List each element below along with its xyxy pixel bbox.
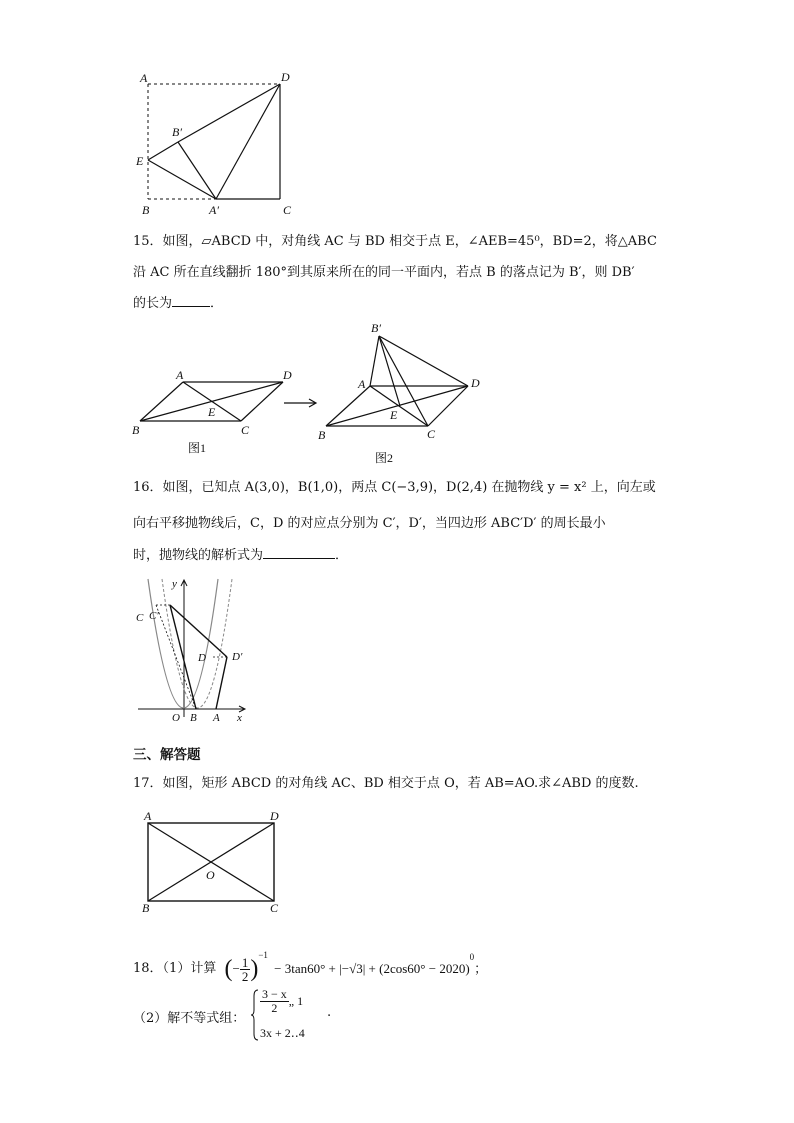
q16-line1 [133,477,656,499]
fig2-label-c: C [427,427,436,441]
fig14-line-eb [148,142,178,160]
q16-label-d: D [198,652,206,664]
fig14-line-ba [178,142,216,199]
q15-text-line1: 如图，▱ABCD 中，对角线 AC 与 BD 相交于点 E，∠AEB=45⁰，BD=2，将△ABC [162,234,657,249]
fig14-label-c: C [283,203,292,217]
q16-seg-b-cprime [170,605,196,709]
fig14-line-ea [148,160,216,199]
q18-part2-suffix: . [327,1005,332,1020]
q16-seg-cprime-dprime [170,605,227,657]
q18-part1-prefix: 18．（1）计算 [133,961,217,976]
fig14-label-b: B [142,203,150,217]
q16-line3 [133,545,348,567]
q18-part1-rest: − 3tan60° + |−√3| + (2cos60° − 2020) [274,961,470,977]
q15-number: 15． [133,234,163,249]
q18-ineq1-rel: „ 1 [288,994,304,1008]
q16-label-y: y [172,578,177,590]
fig1-label-b: B [132,423,140,437]
q16-line3-suffix: ． [335,548,349,563]
q16-number: 16． [133,480,163,495]
q16-graph [132,575,252,725]
q16-label-a: A [213,712,220,724]
section-title-answers: 三、解答题 [133,747,201,763]
q18-ineq1-den: 2 [271,1001,278,1015]
q15-line3-prefix: 的长为 [133,296,173,311]
fig1-label-e: E [208,405,216,419]
q17-label-c: C [270,901,279,915]
q18-part1 [133,940,487,984]
q16-line3-prefix: 时，抛物线的解析式为 [133,548,264,563]
q18-exp-neg1: −1 [258,950,268,960]
q17-label-o: O [206,868,215,882]
q16-label-o: O [172,712,180,724]
q15-line1 [133,231,657,253]
q18-neg-sign: − [232,961,240,977]
fig14-line-da [216,84,280,199]
q16-label-c: C [136,612,144,624]
fig1-label-a: A [176,368,184,382]
fig14-line-db [178,84,280,142]
q18-part2 [133,1008,245,1030]
q15-figures [128,318,498,468]
fig2-line-bprime-a [370,336,379,386]
fig2-label-a: A [358,377,366,391]
fig2-label-d: D [471,376,480,390]
q18-part1-suffix: ； [474,961,488,977]
q18-part2-prefix: （2）解不等式组： [133,1011,246,1026]
q18-ineq1 [260,988,303,1015]
fig14-label-a: A [140,71,148,85]
fig1-caption: 图1 [188,441,207,455]
q16-parabola-original [148,579,218,708]
q17-rectangle-diagram [138,808,288,916]
q16-label-x: x [237,712,242,724]
fig1-label-d: D [283,368,292,382]
q17-label-a: A [144,809,152,823]
q17-label-d: D [270,809,279,823]
fig14-diagram [130,66,310,224]
fig14-label-bprime: B′ [172,125,182,139]
q18-part1-expr: (− $\frac{1}{2}$ )$^{-1} - 3\tan 60^\circ + |-√3| + (2\cos 60^\circ - 2020)^0$； [224,950,488,984]
q15-line2: 沿 AC 所在直线翻折 180°到其原来所在的同一平面内，若点 B 的落点记为 B′，则 DB′ [133,265,635,280]
q18-brace-icon [250,988,260,1042]
q16-answer-blank[interactable] [263,546,335,559]
q16-text-line1: 如图，已知点 A(3,0)，B(1,0)，两点 C(−3,9)，D(2,4) 在抛物线 y = x² 上，向左或 [162,480,656,495]
q15-line3-suffix: ． [210,296,224,311]
fig2-label-b: B [318,428,326,442]
q18-fraction-num: 1 [241,954,249,970]
fig14-label-aprime: A′ [209,203,219,217]
q18-fraction-den: 2 [241,968,249,984]
q18-exp-zero: 0 [469,952,475,962]
q16-label-b: B [190,712,197,724]
fig2-caption: 图2 [375,451,394,465]
fig14-label-e: E [136,154,144,168]
q16-line2: 向右平移抛物线后，C，D 的对应点分别为 C′，D′，当四边形 ABC′D′ 的周长最小 [133,516,606,531]
q18-ineq1-num: 3 − x [262,987,287,1001]
q16-label-cprime: C′ [149,610,159,622]
q18-ineq1-fraction [260,988,289,1015]
fig2-label-e: E [390,408,398,422]
q16-seg-c-b [156,605,196,709]
q17-text: 17．如图，矩形 ABCD 的对角线 AC、BD 相交于点 O，若 AB=AO.求∠ABD 的度数. [133,776,639,791]
q16-label-dprime: D′ [232,651,243,663]
q15-line3 [133,293,223,315]
fig14-label-d: D [281,70,290,84]
q18-fraction-half [240,956,251,983]
q18-ineq2: 3x + 2‥4 [260,1026,305,1040]
q15-answer-blank[interactable] [172,294,210,307]
fig2-label-bprime: B′ [371,321,381,335]
q17-label-b: B [142,901,150,915]
fig1-label-c: C [241,423,250,437]
